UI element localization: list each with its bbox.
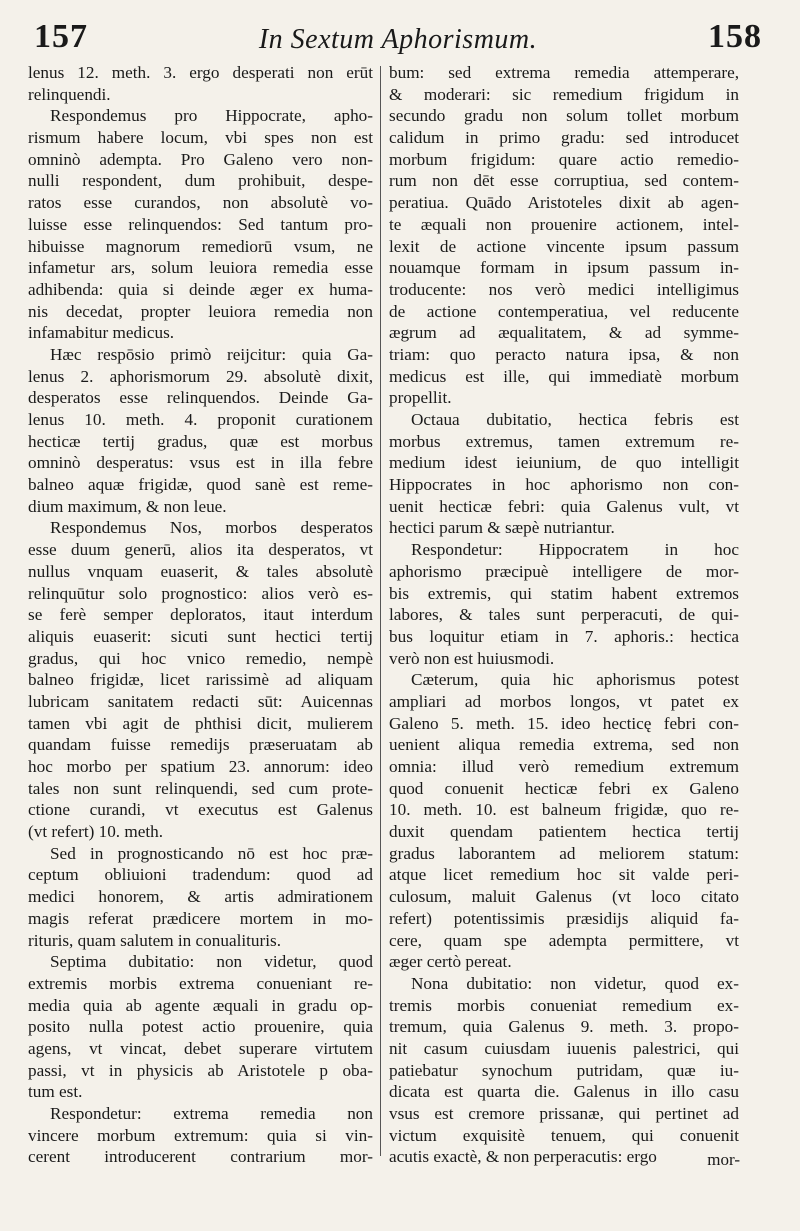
text-line: uenient aliqua remedia extrema, sed non — [389, 735, 739, 755]
text-line: hoc morbo per spatium 23. annorum: ideo — [28, 757, 373, 776]
text-line: bus loquitur etiam in 7. aphoris.: hectica — [389, 626, 739, 646]
text-line: Octaua dubitatio, hectica febris est — [411, 410, 739, 429]
text-line: quod conuenit hecticæ febri ex Galeno — [389, 778, 739, 798]
text-line: atque licet remedium hoc sit valde peri- — [389, 865, 739, 885]
text-line: culosum, maluit Galenus (vt loco citato — [389, 887, 739, 907]
text-line: Respondetur: Hippocratem in hoc — [411, 540, 739, 560]
text-line: extremis morbis extrema conueniant re- — [28, 973, 373, 993]
text-line: Respondemus Nos, morbos desperatos — [50, 518, 373, 538]
text-line: tremis morbis conueniat remedium ex- — [389, 995, 739, 1015]
text-line: refert) potentissimis præsidijs aliquid fa- — [389, 908, 739, 928]
text-line: desperatos esse relinquendos. Deinde Ga- — [28, 388, 373, 408]
text-line: hectici parum & sæpè nutriantur. — [389, 518, 615, 538]
text-line: Respondemus pro Hippocrate, apho- — [50, 106, 373, 126]
text-line: labores, & tales sunt perperacuti, de qui- — [389, 605, 739, 625]
text-line: aphorismo præcipuè intelligere de mor- — [389, 561, 739, 581]
text-line: gradus, qui hoc vnico remedio, nempè — [28, 648, 373, 668]
text-line: adhibenda: quia si deinde æger ex huma- — [28, 279, 373, 299]
text-line: Septima dubitatio: non videtur, quod — [50, 952, 373, 972]
text-line: passi, vt in physicis ab Aristotele p oba- — [28, 1060, 373, 1080]
text-line: infametur ars, solum leuiora remedia esse — [28, 258, 373, 278]
text-line: hibuisse magnorum remediorū vsum, ne — [28, 236, 373, 256]
text-line: medici honorem, & artis admirationem — [28, 887, 373, 907]
text-line: propellit. — [389, 388, 452, 408]
text-line: magis referat prædicere mortem in mo- — [28, 908, 373, 928]
text-line: hecticæ tertij gradus, quæ est morbus — [28, 431, 373, 451]
text-line: Nona dubitatio: non videtur, quod ex- — [411, 973, 739, 993]
text-line: troducente: nos verò medici intelligimus — [389, 279, 739, 299]
text-line: morbum frigidum: quare actio remedio- — [389, 149, 739, 169]
text-line: uenit hecticæ febri: quia Galenus vult, vt — [389, 496, 739, 516]
text-line: gradus laborantem ad meliorem statum: — [389, 843, 739, 863]
text-line: vsus est cremore prissanæ, qui pertinet ad — [389, 1104, 739, 1123]
right-text-column — [389, 62, 739, 1168]
text-line: ægrum ad æqualitatem, & ad symme- — [389, 323, 739, 343]
text-line: secundo gradu non solum tollet morbum — [389, 106, 739, 126]
text-line: infamabitur medicus. — [28, 323, 175, 343]
text-line: omninò adempta. Pro Galeno vero non- — [28, 149, 373, 169]
text-line: cere, quam spe adempta permittere, vt — [389, 930, 739, 950]
text-line: vincere morbum extremum: quia si vin- — [28, 1125, 373, 1145]
text-line: cerent introducerent contrarium mor- — [28, 1147, 373, 1167]
text-line: æger certò pereat. — [389, 952, 512, 972]
text-line: peratiua. Quādo Aristoteles dixit ab agen- — [389, 193, 739, 213]
text-line: nit casum cuiusdam iuuenis palestrici, qui — [389, 1038, 739, 1058]
text-line: tremum, quia Galenus 9. meth. 3. propo- — [389, 1017, 739, 1037]
running-title: In Sextum Aphorismum. — [258, 24, 538, 55]
page-header — [28, 14, 768, 58]
text-line: ceptum obliuioni tradendum: quod ad — [28, 865, 373, 885]
text-line: ctione curandi, vt executus est Galenus — [28, 800, 373, 820]
text-line: & moderari: sic remedium frigidum in — [389, 84, 739, 104]
text-line: nulli respondent, dum prohibuit, despe- — [28, 171, 373, 191]
left-page-number: 157 — [34, 18, 88, 55]
text-line: lenus 2. aphorismorum 29. absolutè dixit, — [28, 366, 373, 386]
text-line: (vt refert) 10. meth. — [28, 822, 164, 842]
text-line: Galeno 5. meth. 15. ideo hecticę febri con- — [389, 713, 739, 733]
text-line: rituris, quam salutem in conualituris. — [28, 930, 281, 950]
text-line: media quia ab agente æquali in gradu op- — [28, 995, 373, 1015]
text-line: ratos esse curandos, non absolutè vo- — [28, 193, 373, 213]
text-line: morbus extremus, tamen extremum re- — [389, 431, 739, 451]
text-line: relinquūtur solo prognostico: alios verò es- — [28, 583, 373, 603]
text-line: agens, vt vincat, debet superare virtutem — [28, 1038, 373, 1058]
text-line: posito nulla potest actio prouenire, quia — [28, 1017, 373, 1037]
text-line: lenus 12. meth. 3. ergo desperati non erūt — [28, 63, 373, 82]
text-line: balneo aquæ frigidæ, quod sanè est reme- — [28, 475, 373, 495]
text-line: tum est. — [28, 1082, 83, 1102]
column-divider — [380, 66, 381, 1156]
text-line: Hippocrates in hoc aphorismo non con- — [389, 475, 739, 495]
text-line: acutis exactè, & non perperacutis: ergo — [389, 1147, 657, 1167]
text-line: balneo frigidæ, licet rarissimè ad aliquam — [28, 670, 373, 690]
text-line: Cæterum, quia hic aphorismus potest — [411, 670, 739, 690]
text-line: dium maximum, & non leue. — [28, 496, 227, 516]
text-line: Hæc respōsio primò reijcitur: quia Ga- — [50, 344, 373, 364]
left-text-column — [28, 62, 373, 1168]
text-line: dicata est quarta die. Galenus in illo casu — [389, 1082, 739, 1102]
text-line: se ferè semper deploratos, itaut interdum — [28, 605, 373, 625]
text-line: ampliari ad morbos longos, vt patet ex — [389, 691, 739, 711]
text-line: te æquali non prouenire actionem, intel- — [389, 214, 739, 234]
text-line: lexit de actione vincente ipsum passum — [389, 236, 739, 256]
text-line: Respondetur: extrema remedia non — [50, 1104, 373, 1123]
text-line: de actione contemperatiua, vel reducente — [389, 301, 739, 321]
text-line: lubricam sanitatem redacti sūt: Auicennas — [28, 691, 373, 711]
text-line: calidum in primo gradu: sed introducet — [389, 128, 739, 148]
catchword: mor- — [707, 1150, 740, 1169]
text-line: triam: quo peracto natura ipsa, & non — [389, 344, 739, 364]
text-line: esse duum generū, alios ita desperatos, vt — [28, 540, 373, 560]
text-line: luisse esse relinquendos: Sed tantum pro- — [28, 214, 373, 234]
text-line: 10. meth. 10. est balneum frigidæ, quo re- — [389, 800, 739, 820]
text-line: rum non dēt esse corruptiua, sed contem- — [389, 171, 739, 191]
text-line: medium idest ieiunium, de quo intelligit — [389, 453, 739, 473]
text-line: medicus est ille, qui immediatè morbum — [389, 366, 739, 386]
text-line: relinquendi. — [28, 84, 111, 104]
text-line: victum exquisitè tenuem, qui conuenit — [389, 1125, 739, 1145]
text-line: omninò desperatus: vsus est in illa febre — [28, 453, 373, 473]
text-line: lenus 10. meth. 4. proponit curationem — [28, 410, 373, 429]
text-line: patiebatur synochum putridam, quæ iu- — [389, 1060, 739, 1080]
text-line: omnia: illud verò remedium extremum — [389, 757, 739, 776]
text-line: quandam fuisse remedijs præseruatam ab — [28, 735, 373, 755]
right-page-number: 158 — [708, 18, 762, 55]
text-line: bis extremis, qui statim habent extremos — [389, 583, 739, 603]
text-line: rismum habere locum, vbi spes non est — [28, 128, 373, 148]
text-line: aliquis euaserit: sicuti sunt hectici tertij — [28, 626, 373, 646]
text-line: tamen vbi agit de phthisi dicit, mulierem — [28, 713, 373, 733]
text-line: nouamque formam in ipsum passum in- — [389, 258, 739, 278]
text-line: nullus vnquam euaserit, & tales absolutè — [28, 561, 373, 581]
text-line: Sed in prognosticando nō est hoc præ- — [50, 843, 373, 863]
text-line: tales non sunt relinquendi, sed cum prote- — [28, 778, 373, 798]
text-line: bum: sed extrema remedia attemperare, — [389, 63, 739, 82]
text-line: duxit quendam patientem hectica tertij — [389, 822, 739, 842]
text-line: verò non est huiusmodi. — [389, 648, 555, 668]
text-line: nis decedat, propter leuiora remedia non — [28, 301, 373, 321]
